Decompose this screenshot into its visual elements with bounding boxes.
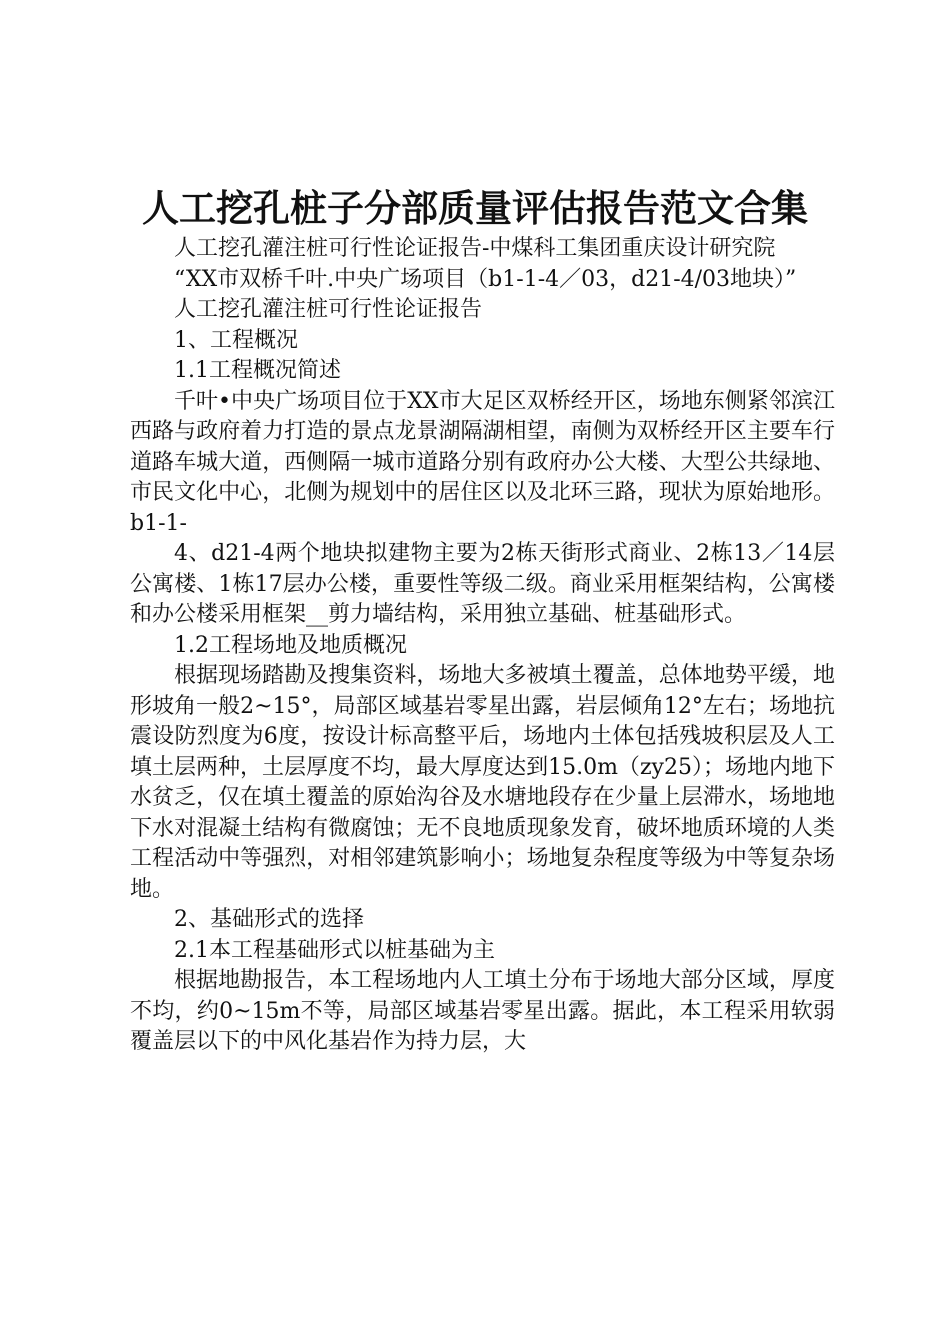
- paragraph: 人工挖孔灌注桩可行性论证报告-中煤科工集团重庆设计研究院: [174, 236, 776, 261]
- document-body: [130, 234, 835, 1058]
- paragraph: 千叶•中央广场项目位于XX市大足区双桥经开区，场地东侧紧邻滨江西路与政府着力打造的景点龙景湖隔湖相望，南侧为双桥经开区主要车行道路车城大道，西侧隔一城市道路分别有政府办公大楼、大型公共绿地、市民文化中心，北侧为规划中的居住区以及北环三路，现状为原始地形。b1-1-: [130, 388, 835, 536]
- section-heading: 2、基础形式的选择: [174, 907, 364, 932]
- paragraph: 人工挖孔灌注桩可行性论证报告: [174, 297, 483, 322]
- subsection-heading: 1.1工程概况简述: [174, 358, 341, 383]
- paragraph: 根据现场踏勘及搜集资料，场地大多被填土覆盖，总体地势平缓，地形坡角一般2~15°，局部区域基岩零星出露，岩层倾角12°左右；场地抗震设防烈度为6度，按设计标高整平后，场地内土体包括残坡积层及人工填土层两种，土层厚度不均，最大厚度达到15.0m（zy25）；场地内地下水贫乏，仅在填土覆盖的原始沟谷及水塘地段存在少量上层滞水，场地地下水对混凝土结构有微腐蚀；无不良地质现象发育，破坏地质环境的人类工程活动中等强烈，对相邻建筑影响小；场地复杂程度等级为中等复杂场地。: [130, 663, 835, 902]
- subsection-heading: 2.1本工程基础形式以桩基础为主: [174, 937, 495, 963]
- section-heading: 1、工程概况: [174, 327, 298, 353]
- paragraph: “XX市双桥千叶.中央广场项目（b1-1-4／03，d21-4/03地块）”: [174, 266, 797, 292]
- paragraph: 4、d21-4两个地块拟建物主要为2栋天街形式商业、2栋13／14层公寓楼、1栋17层办公楼，重要性等级二级。商业采用框架结构，公寓楼和办公楼采用框架__剪力墙结构，采用独立基础、桩基础形式。: [130, 541, 835, 627]
- document-title: 人工挖孔桩子分部质量评估报告范文合集: [142, 186, 808, 230]
- subsection-heading: 1.2工程场地及地质概况: [174, 632, 407, 658]
- paragraph: 根据地勘报告，本工程场地内人工填土分布于场地大部分区域，厚度不均，约0~15m不等，局部区域基岩零星出露。据此，本工程采用软弱覆盖层以下的中风化基岩作为持力层，大: [130, 968, 835, 1054]
